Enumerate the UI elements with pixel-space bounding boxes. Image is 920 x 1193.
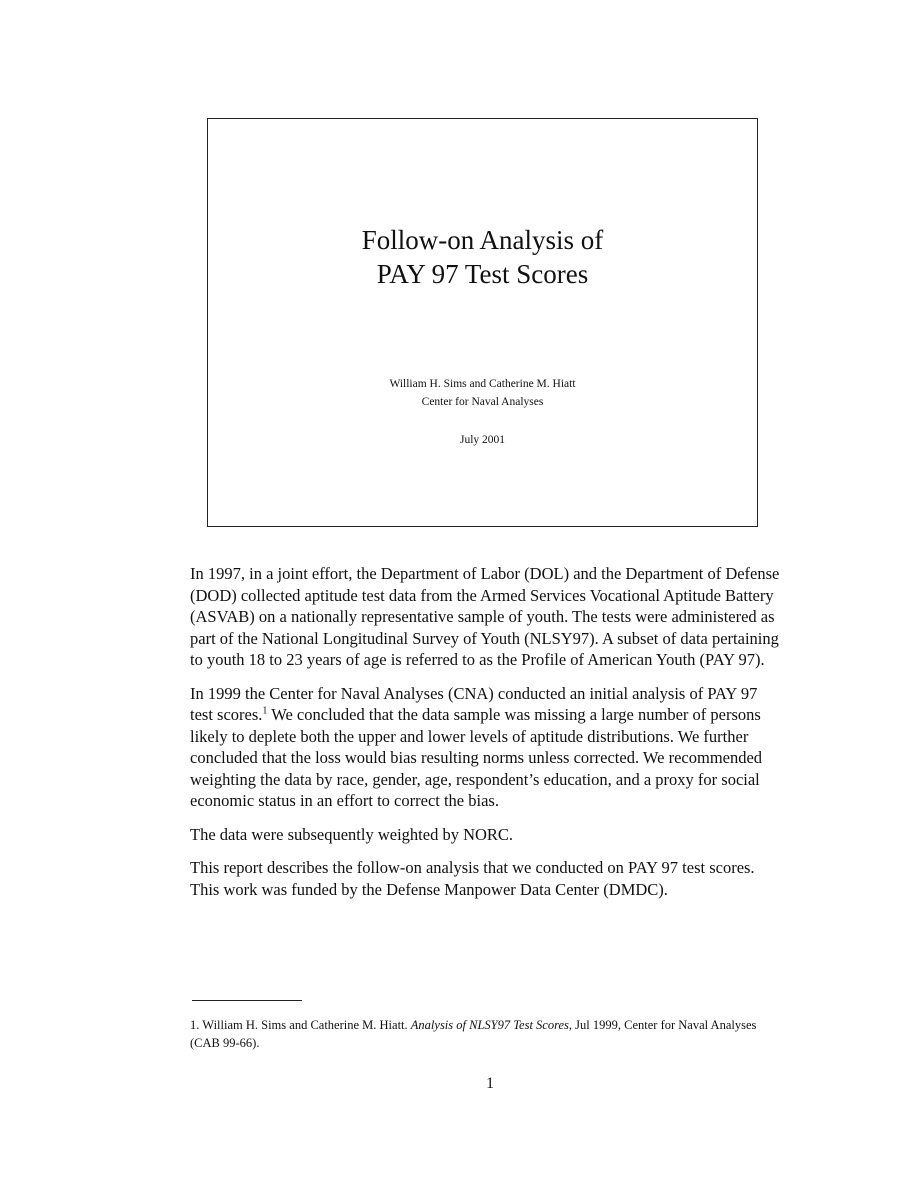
report-title-line-1: Follow-on Analysis of bbox=[361, 225, 604, 255]
paragraph-1: In 1997, in a joint effort, the Department of Labor (DOL) and the Department of Defense (DOD) collected aptitude test data from the Armed Services Vocational Aptitude Battery (ASVAB) on a nationally representative sample of youth. The tests were administered as part of the National Longitudinal Survey of Youth (NLSY97). A subset of data pertaining to youth 18 to 23 years of age is referred to as the Profile of American Youth (PAY 97). bbox=[190, 564, 780, 669]
footnote-divider bbox=[192, 1000, 302, 1001]
paragraph-2-text-a: In 1999 the Center for Naval Analyses (CNA) conducted an initial analysis of PAY 97 test scores. bbox=[190, 683, 758, 724]
footnote-reference: 1 bbox=[262, 705, 268, 717]
paragraph-4: This report describes the follow-on analysis that we conducted on PAY 97 test scores. This work was funded by the Defense Manpower Data Center (DMDC). bbox=[190, 858, 755, 899]
footnote-prefix: 1. William H. Sims and Catherine M. Hiatt. bbox=[190, 1018, 411, 1032]
footnote bbox=[190, 1016, 770, 1052]
paragraph-3: The data were subsequently weighted by NORC. bbox=[190, 824, 514, 844]
paragraph-2-text-b: We concluded that the data sample was missing a large number of persons likely to deplete both the upper and lower levels of aptitude distributions. We further concluded that the loss would bias resulting norms unless corrected. We recommended weighting the data by race, gender, age, respondent’s education, and a proxy for social economic status in an effort to correct the bias. bbox=[190, 705, 763, 810]
report-title-line-2: PAY 97 Test Scores bbox=[376, 259, 589, 289]
author-block bbox=[208, 375, 757, 411]
paragraph-2 bbox=[190, 683, 780, 812]
authors: William H. Sims and Catherine M. Hiatt bbox=[389, 378, 576, 390]
report-date: July 2001 bbox=[459, 434, 506, 446]
footnote-cited-title: Analysis of NLSY97 Test Scores bbox=[410, 1018, 569, 1032]
organization: Center for Naval Analyses bbox=[421, 396, 544, 408]
title-box bbox=[207, 118, 758, 527]
page-number: 1 bbox=[486, 1075, 494, 1092]
report-title bbox=[208, 223, 757, 291]
footnote-suffix: , Jul 1999, Center for Naval Analyses (CAB 99-66). bbox=[190, 1018, 757, 1050]
body-text bbox=[190, 563, 780, 912]
